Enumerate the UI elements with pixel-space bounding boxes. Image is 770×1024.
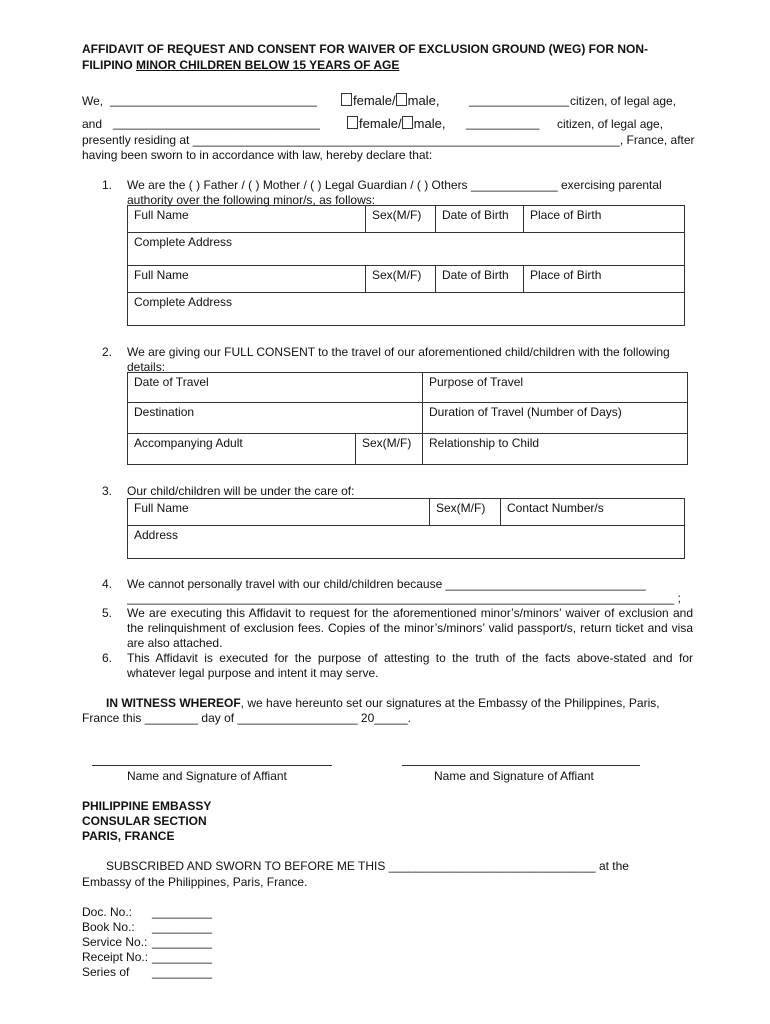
signature-line-2[interactable] (402, 765, 640, 766)
gender-choice-2 (347, 116, 445, 131)
series-of-label: Series of (82, 965, 130, 979)
title-line-1: AFFIDAVIT OF REQUEST AND CONSENT FOR WAIVER OF EXCLUSION GROUND (WEG) FOR NON- (82, 42, 648, 56)
embassy-line-1: PHILIPPINE EMBASSY (82, 799, 212, 813)
travel-table (127, 372, 688, 465)
doc-no-blank[interactable]: _________ (152, 905, 213, 919)
citizen-text-2: citizen, of legal age, (557, 117, 664, 131)
caregiver-address-cell[interactable]: Address (128, 526, 685, 559)
item-5-number: 5. (101, 606, 112, 620)
table-row (128, 266, 685, 293)
citizenship-blank-1[interactable]: _______________ (469, 93, 570, 107)
caregiver-contact-cell[interactable]: Contact Number/s (501, 499, 685, 526)
title-line-2 (82, 58, 399, 73)
male-label-2: male, (413, 116, 446, 131)
intro-and: and (82, 117, 103, 131)
embassy-line-3: PARIS, FRANCE (82, 829, 175, 843)
residing-line: presently residing at ________________________________________________________________, France, after (82, 133, 695, 147)
date-of-travel-cell[interactable]: Date of Travel (128, 373, 423, 403)
item-1-line-1: We are the ( ) Father / ( ) Mother / ( ) Legal Guardian / ( ) Others _____________ exercising parental (127, 178, 662, 192)
item-1-number: 1. (101, 178, 112, 192)
item-6-number: 6. (101, 651, 112, 665)
sworn-line: having been sworn to in accordance with law, hereby declare that: (82, 148, 433, 162)
subscribed-line-2: Embassy of the Philippines, Paris, France. (82, 875, 308, 889)
series-of-blank[interactable]: _________ (152, 965, 213, 979)
item-1-line-2: authority over the following minor/s, as follows: (127, 193, 376, 207)
male-checkbox-1[interactable] (396, 93, 407, 106)
female-label-1: female/ (353, 93, 396, 108)
minor-1-pob-cell[interactable]: Place of Birth (524, 206, 685, 233)
title-underlined: MINOR CHILDREN BELOW 15 YEARS OF AGE (136, 58, 400, 72)
embassy-line-2: CONSULAR SECTION (82, 814, 207, 828)
service-no-blank[interactable]: _________ (152, 935, 213, 949)
minor-1-dob-cell[interactable]: Date of Birth (436, 206, 524, 233)
minor-2-address-cell[interactable]: Complete Address (128, 293, 685, 326)
female-label-2: female/ (359, 116, 402, 131)
accompanying-adult-cell[interactable]: Accompanying Adult (128, 434, 356, 465)
item-6-text: This Affidavit is executed for the purpose of attesting to the truth of the facts above-stated and for whatever legal purpose and intent it may serve. (127, 651, 693, 680)
minors-table (127, 205, 685, 326)
witness-rest: , we have hereunto set our signatures at the Embassy of the Philippines, Paris, (240, 696, 660, 710)
table-row (128, 499, 685, 526)
book-no-blank[interactable]: _________ (152, 920, 213, 934)
gender-choice-1 (341, 93, 439, 108)
item-3-number: 3. (101, 484, 112, 498)
witness-bold: IN WITNESS WHEREOF (106, 696, 241, 710)
female-checkbox-1[interactable] (341, 93, 352, 106)
citizenship-blank-2[interactable]: ___________ (466, 116, 540, 130)
duration-cell[interactable]: Duration of Travel (Number of Days) (423, 403, 688, 434)
purpose-of-travel-cell[interactable]: Purpose of Travel (423, 373, 688, 403)
female-checkbox-2[interactable] (347, 116, 358, 129)
item-4-number: 4. (101, 577, 112, 591)
doc-no-label: Doc. No.: (82, 905, 133, 919)
item-4-line-2: __________________________________________________________________________________ ; (127, 591, 681, 605)
caregiver-table (127, 498, 685, 559)
title-prefix: FILIPINO (82, 58, 136, 72)
destination-cell[interactable]: Destination (128, 403, 423, 434)
minor-2-sex-cell[interactable]: Sex(M/F) (366, 266, 436, 293)
intro-name-blank-1[interactable]: _______________________________ (110, 93, 317, 107)
male-label-1: male, (407, 93, 440, 108)
intro-name-blank-2[interactable]: _______________________________ (113, 116, 320, 130)
item-4-line-1: We cannot personally travel with our child/children because ______________________________ (127, 577, 646, 591)
item-2-line-1: We are giving our FULL CONSENT to the travel of our aforementioned child/children with the following (127, 345, 670, 359)
minor-1-full-name-cell[interactable]: Full Name (128, 206, 366, 233)
table-row (128, 434, 688, 465)
item-2-number: 2. (101, 345, 112, 359)
receipt-no-label: Receipt No.: (82, 950, 149, 964)
signature-label-1: Name and Signature of Affiant (127, 769, 287, 783)
book-no-label: Book No.: (82, 920, 135, 934)
witness-line-2: France this ________ day of __________________ 20_____. (82, 711, 411, 725)
table-row (128, 233, 685, 266)
male-checkbox-2[interactable] (402, 116, 413, 129)
minor-2-pob-cell[interactable]: Place of Birth (524, 266, 685, 293)
citizen-text-1: citizen, of legal age, (570, 94, 677, 108)
table-row (128, 373, 688, 403)
service-no-label: Service No.: (82, 935, 148, 949)
caregiver-sex-cell[interactable]: Sex(M/F) (430, 499, 501, 526)
witness-line-1 (106, 696, 660, 711)
relationship-cell[interactable]: Relationship to Child (423, 434, 688, 465)
table-row (128, 206, 685, 233)
signature-line-1[interactable] (92, 765, 332, 766)
item-2-line-2: details: (127, 360, 166, 374)
intro-we: We, (82, 94, 104, 108)
table-row (128, 293, 685, 326)
table-row (128, 403, 688, 434)
subscribed-line-1: SUBSCRIBED AND SWORN TO BEFORE ME THIS _______________________________ at the (106, 859, 629, 873)
receipt-no-blank[interactable]: _________ (152, 950, 213, 964)
table-row (128, 526, 685, 559)
caregiver-full-name-cell[interactable]: Full Name (128, 499, 430, 526)
item-5-text: We are executing this Affidavit to request for the aforementioned minor’s/minors’ waiver of exclusion and the relinquishment of exclusion fees. Copies of the minor’s/minors’ valid passport/s, return ticket and visa are also attached. (127, 606, 693, 650)
signature-label-2: Name and Signature of Affiant (434, 769, 594, 783)
minor-1-sex-cell[interactable]: Sex(M/F) (366, 206, 436, 233)
adult-sex-cell[interactable]: Sex(M/F) (356, 434, 423, 465)
minor-1-address-cell[interactable]: Complete Address (128, 233, 685, 266)
minor-2-full-name-cell[interactable]: Full Name (128, 266, 366, 293)
item-3-line-1: Our child/children will be under the care of: (127, 484, 355, 498)
minor-2-dob-cell[interactable]: Date of Birth (436, 266, 524, 293)
